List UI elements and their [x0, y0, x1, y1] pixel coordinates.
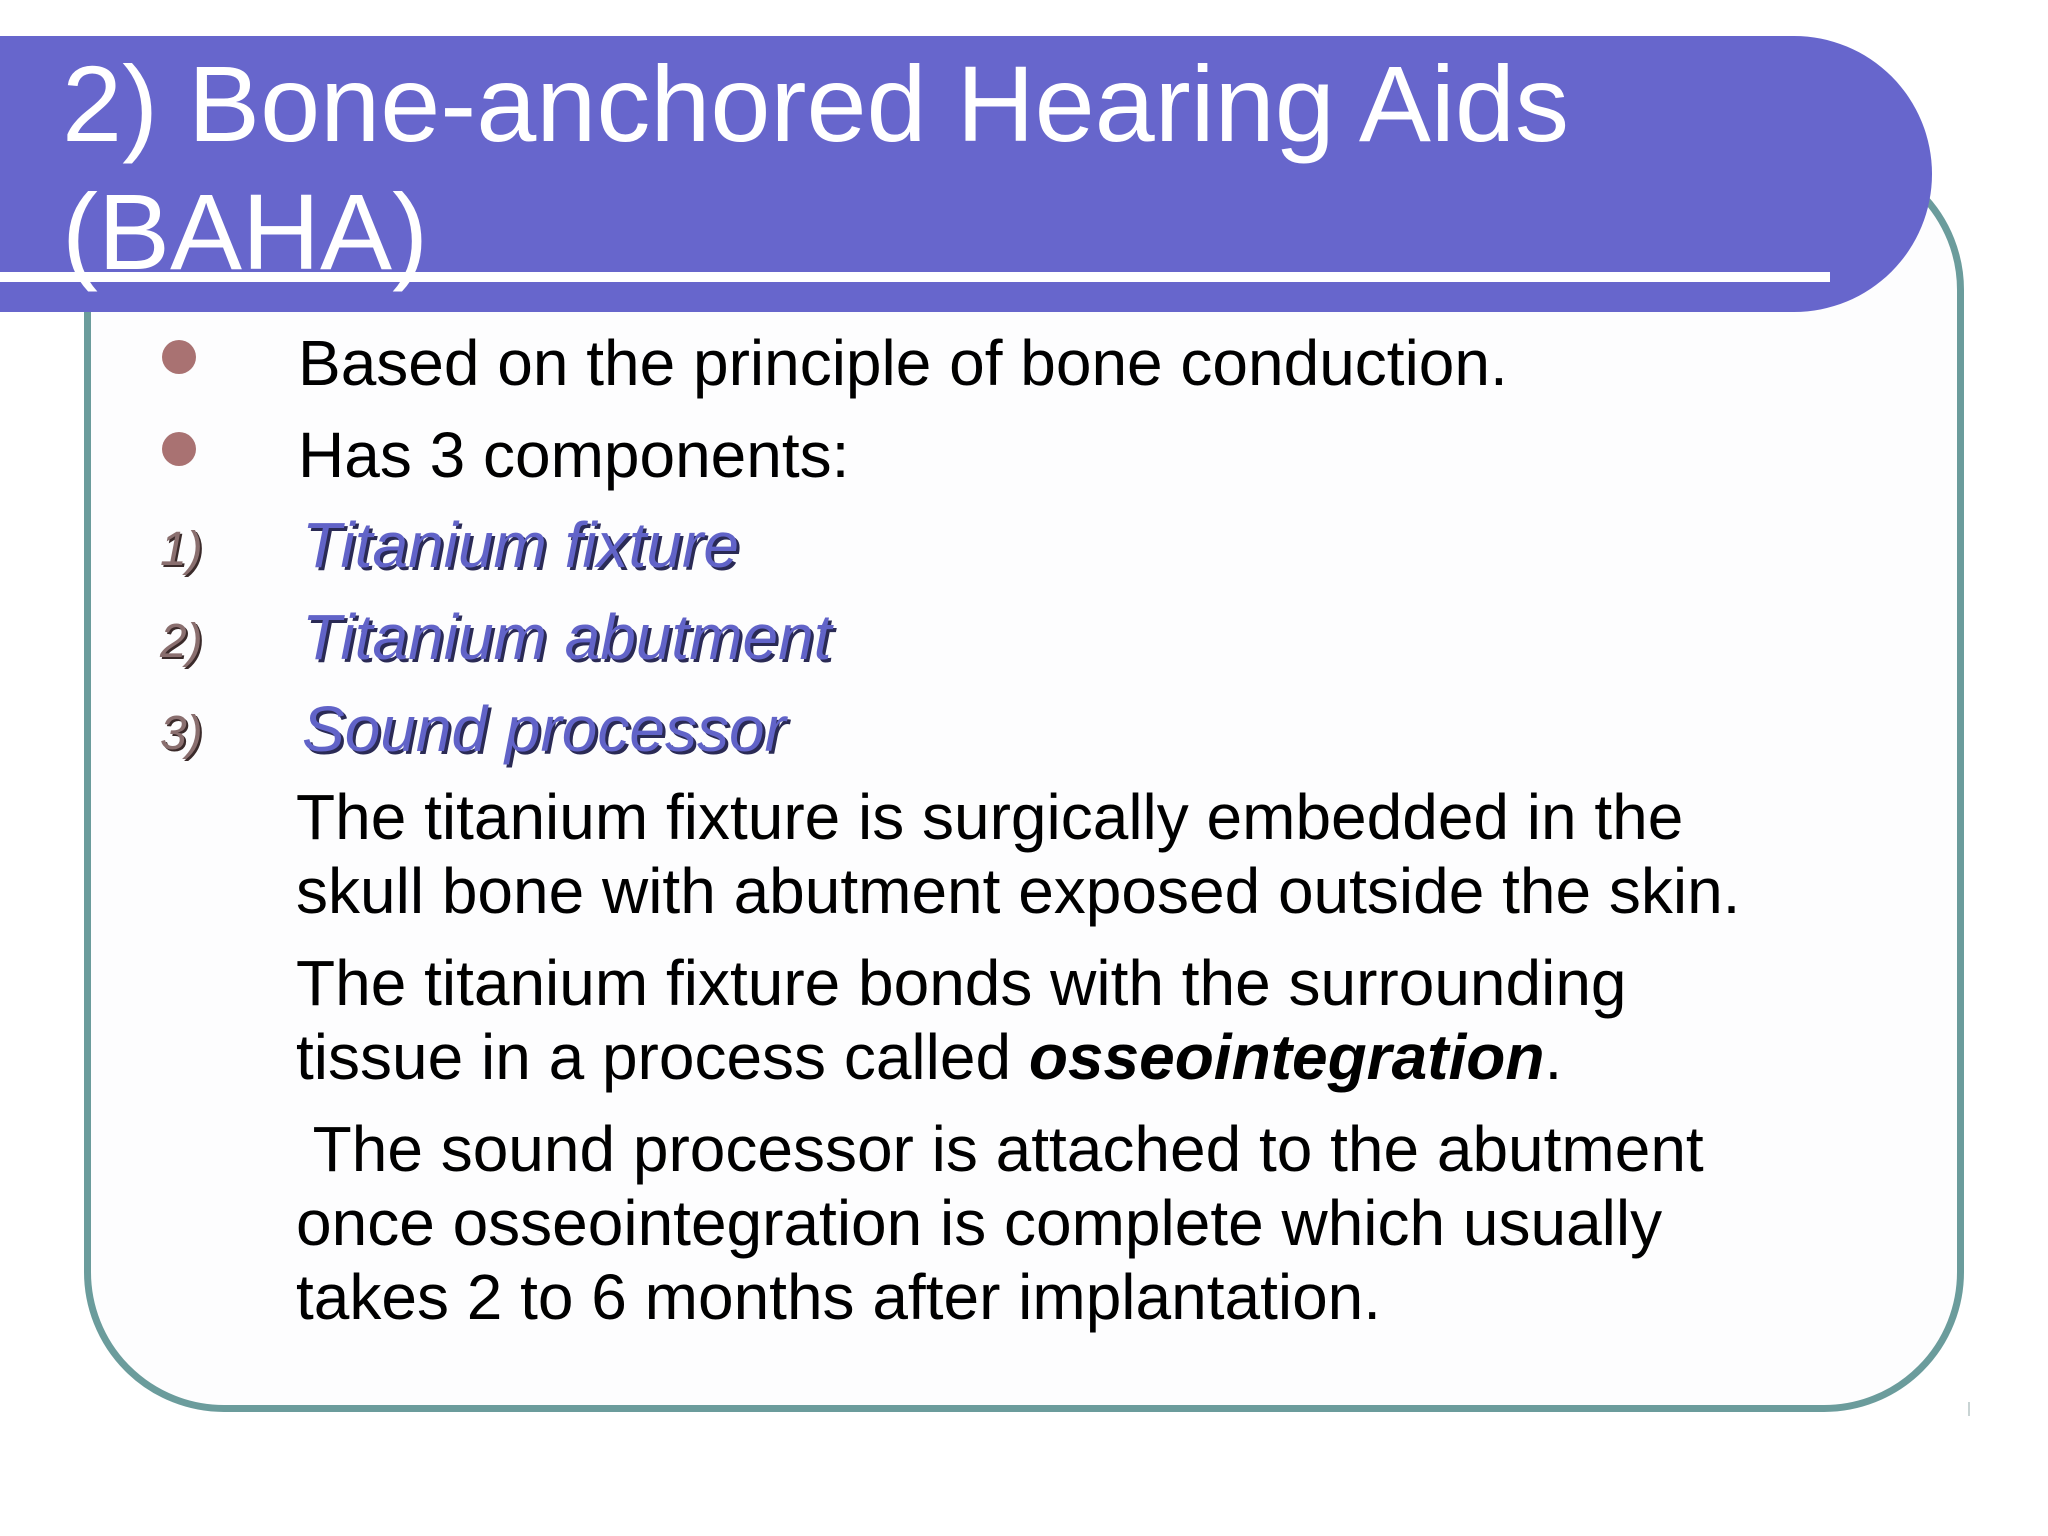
paragraph-line-suffix: .: [1544, 1021, 1563, 1093]
paragraph-fixture-embedding: [296, 780, 1740, 928]
bullet-dot-icon: [162, 340, 196, 374]
paragraph-line: The titanium fixture is surgically embedded in the: [296, 781, 1684, 853]
corner-mark: [1968, 1402, 1970, 1416]
paragraph-line: skull bone with abutment exposed outside the skin.: [296, 855, 1741, 927]
paragraph-sound-processor: [296, 1112, 1704, 1334]
osseointegration-emphasis: osseointegration: [1028, 1021, 1545, 1093]
paragraph-osseointegration: [296, 946, 1627, 1094]
bullet-text: Based on the principle of bone conduction.: [298, 327, 1508, 399]
paragraph-line-prefix: tissue in a process called: [296, 1021, 1029, 1093]
component-number: 2): [160, 615, 203, 668]
component-label: Titanium fixture: [302, 509, 739, 581]
bullet-text: Has 3 components:: [298, 419, 850, 491]
paragraph-line: The sound processor is attached to the abutment: [296, 1113, 1704, 1185]
component-label: Sound processor: [302, 693, 786, 765]
paragraph-line: once osseointegration is complete which usually: [296, 1187, 1663, 1259]
component-number: 3): [160, 707, 203, 760]
title-line-1: 2) Bone-anchored Hearing Aids: [62, 43, 1569, 164]
title-line-2: (BAHA): [62, 171, 429, 292]
component-label: Titanium abutment: [302, 601, 832, 673]
paragraph-line: The titanium fixture bonds with the surrounding: [296, 947, 1627, 1019]
component-number: 1): [160, 523, 203, 576]
bullet-dot-icon: [162, 432, 196, 466]
slide-title: [62, 40, 1569, 296]
paragraph-line: takes 2 to 6 months after implantation.: [296, 1261, 1382, 1333]
